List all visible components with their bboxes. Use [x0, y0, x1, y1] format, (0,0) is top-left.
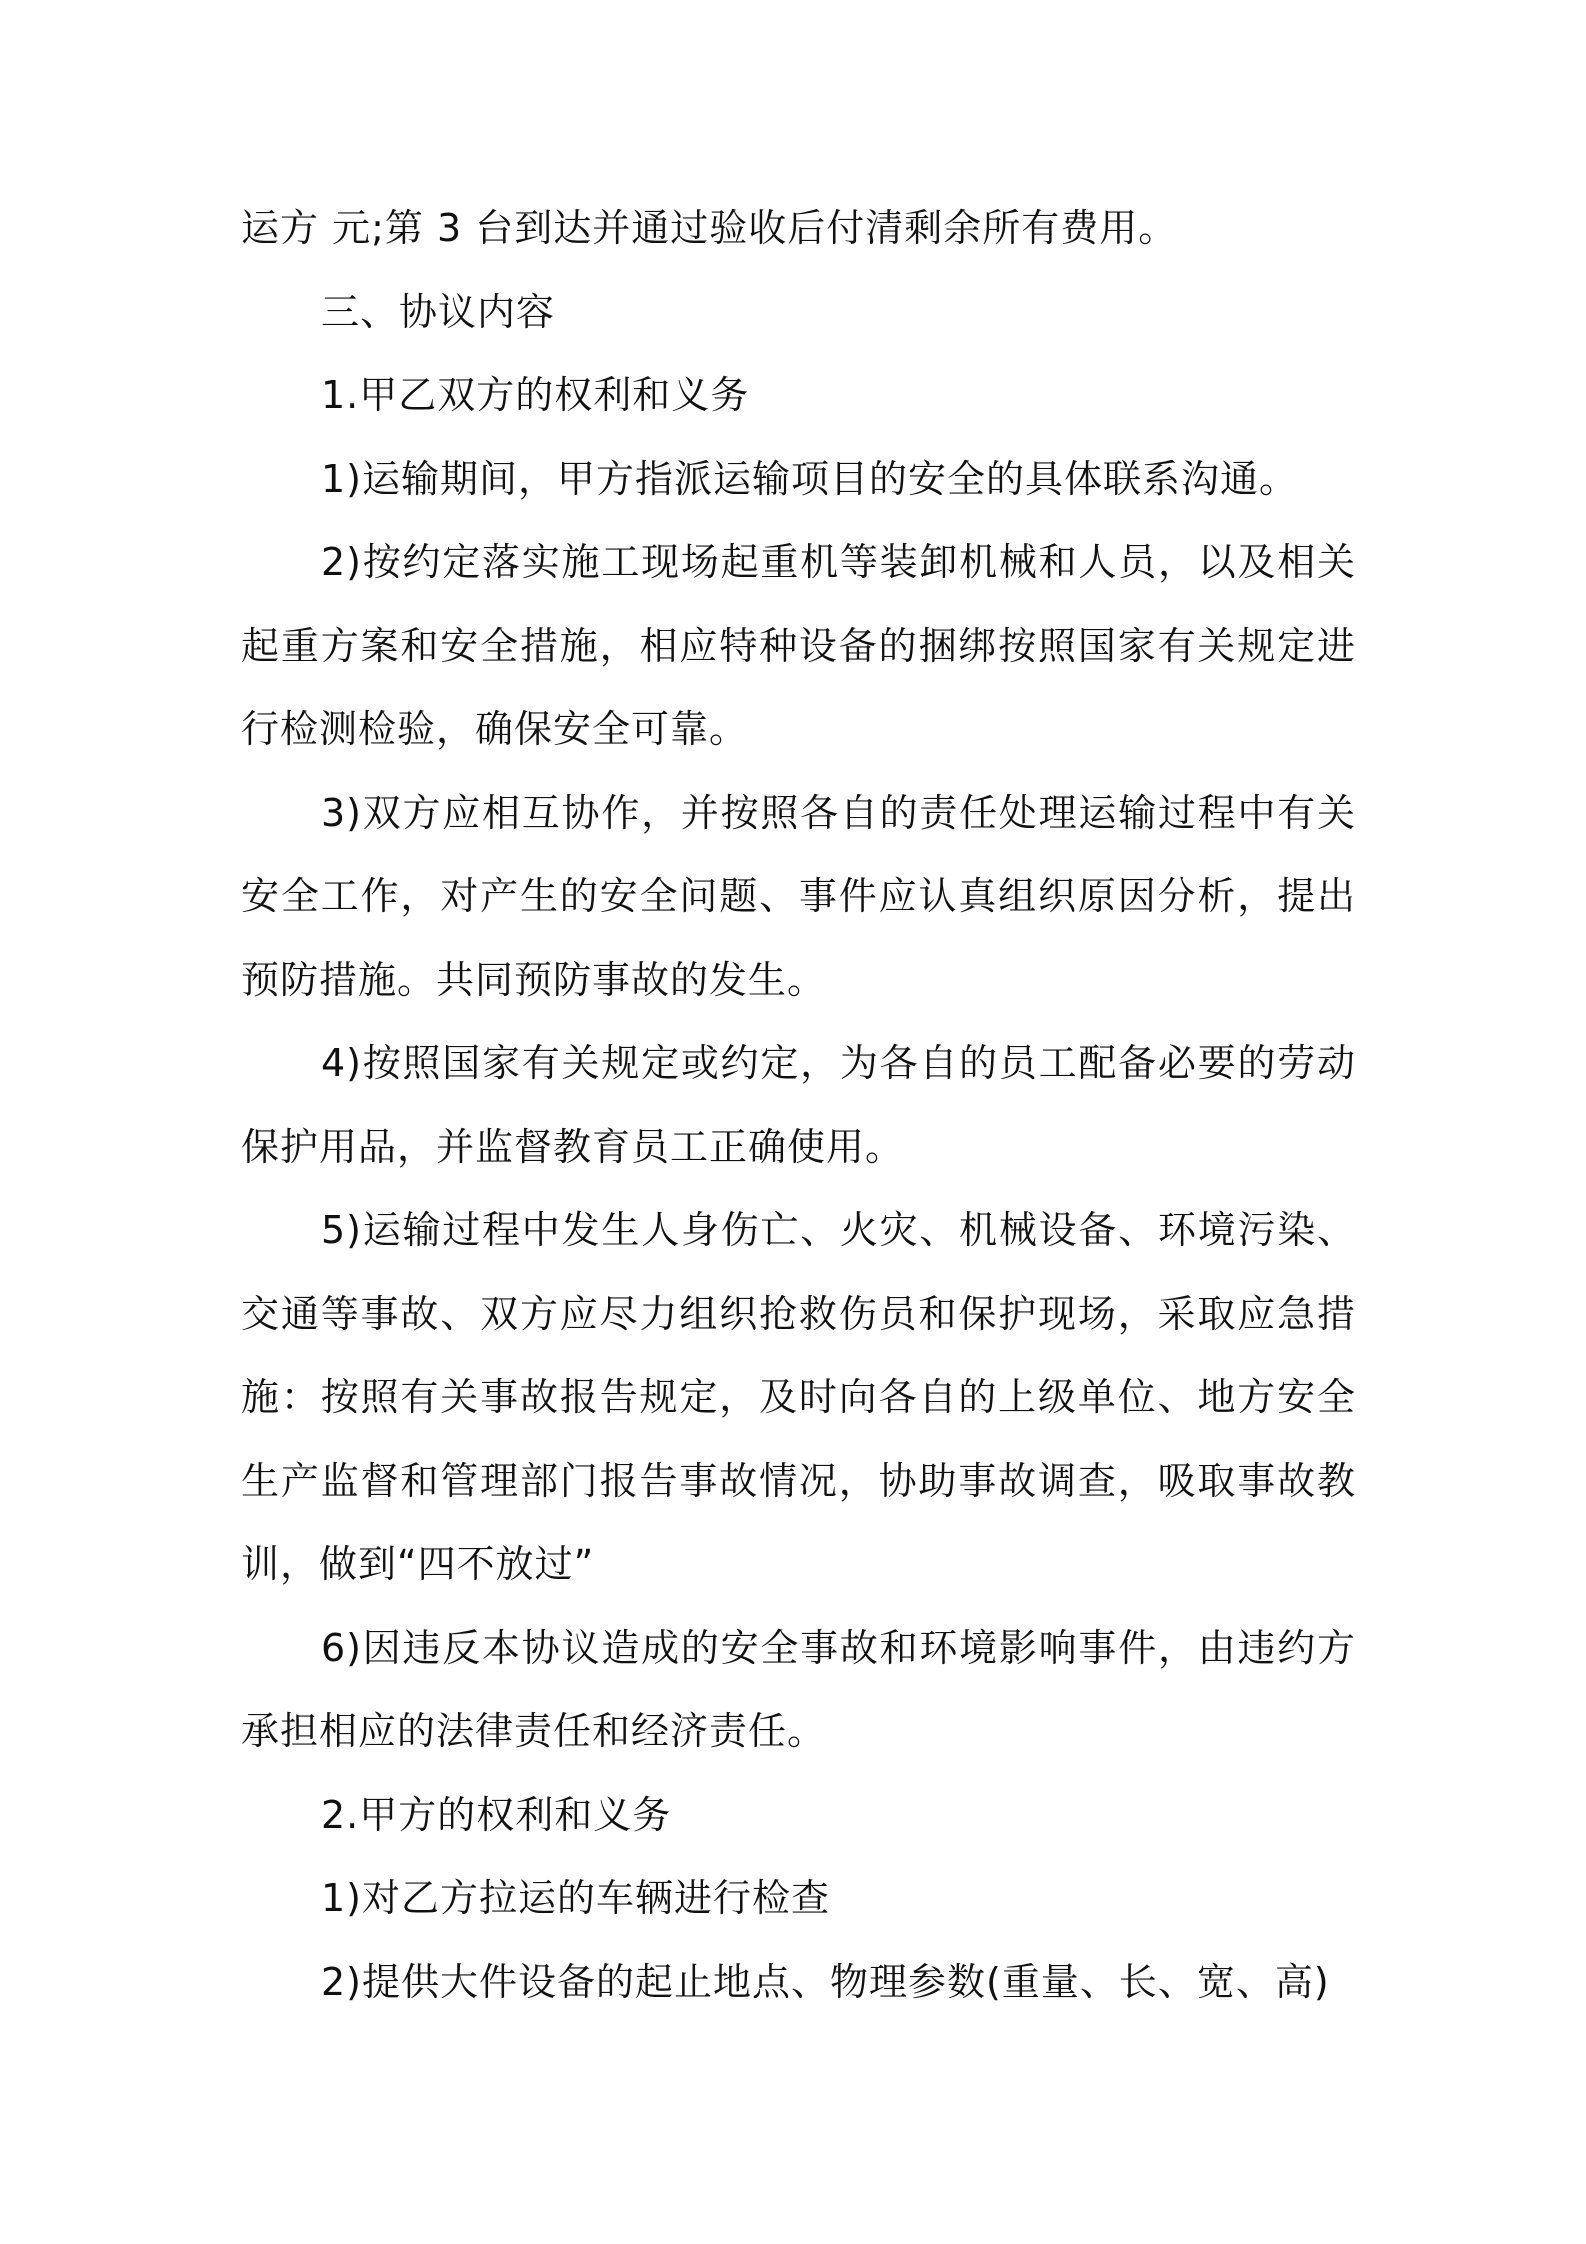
clause-1-6: 6)因违反本协议造成的安全事故和环境影响事件，由违约方承担相应的法律责任和经济责任。: [241, 1625, 1356, 1753]
clause-2-2: 2)提供大件设备的起止地点、物理参数(重量、长、宽、高): [321, 1959, 1330, 2004]
clause-1-3: 3)双方应相互协作，并按照各自的责任处理运输过程中有关安全工作，对产生的安全问题、事件应认真组织原因分析，提出预防措施。共同预防事故的发生。: [241, 790, 1356, 1002]
clause-1-2: 2)按约定落实施工现场起重机等装卸机械和人员，以及相关起重方案和安全措施，相应特种设备的捆绑按照国家有关规定进行检测检验，确保安全可靠。: [241, 540, 1356, 751]
payment-terms-continuation: 运方 元;第 3 台到达并通过验收后付清剩余所有费用。: [241, 206, 1178, 250]
clause-2-1: 1)对乙方拉运的车辆进行检查: [321, 1876, 831, 1920]
subsection-heading-mutual-rights: 1.甲乙双方的权利和义务: [321, 373, 750, 417]
subsection-heading-party-a-rights: 2.甲方的权利和义务: [321, 1792, 672, 1837]
clause-1-5: 5)运输过程中发生人身伤亡、火灾、机械设备、环境污染、交通等事故、双方应尽力组织抢救伤员和保护现场，采取应急措施：按照有关事故报告规定，及时向各自的上级单位、地方安全生产监督和管理部门报告事故情况，协助事故调查，吸取事故教训，做到“四不放过”: [241, 1208, 1356, 1586]
clause-1-4: 4)按照国家有关规定或约定，为各自的员工配备必要的劳动保护用品，并监督教育员工正确使用。: [241, 1041, 1356, 1169]
section-heading-agreement-content: 三、协议内容: [321, 289, 556, 334]
document-body: [241, 187, 1356, 2024]
clause-1-1: 1)运输期间，甲方指派运输项目的安全的具体联系沟通。: [321, 456, 1299, 501]
